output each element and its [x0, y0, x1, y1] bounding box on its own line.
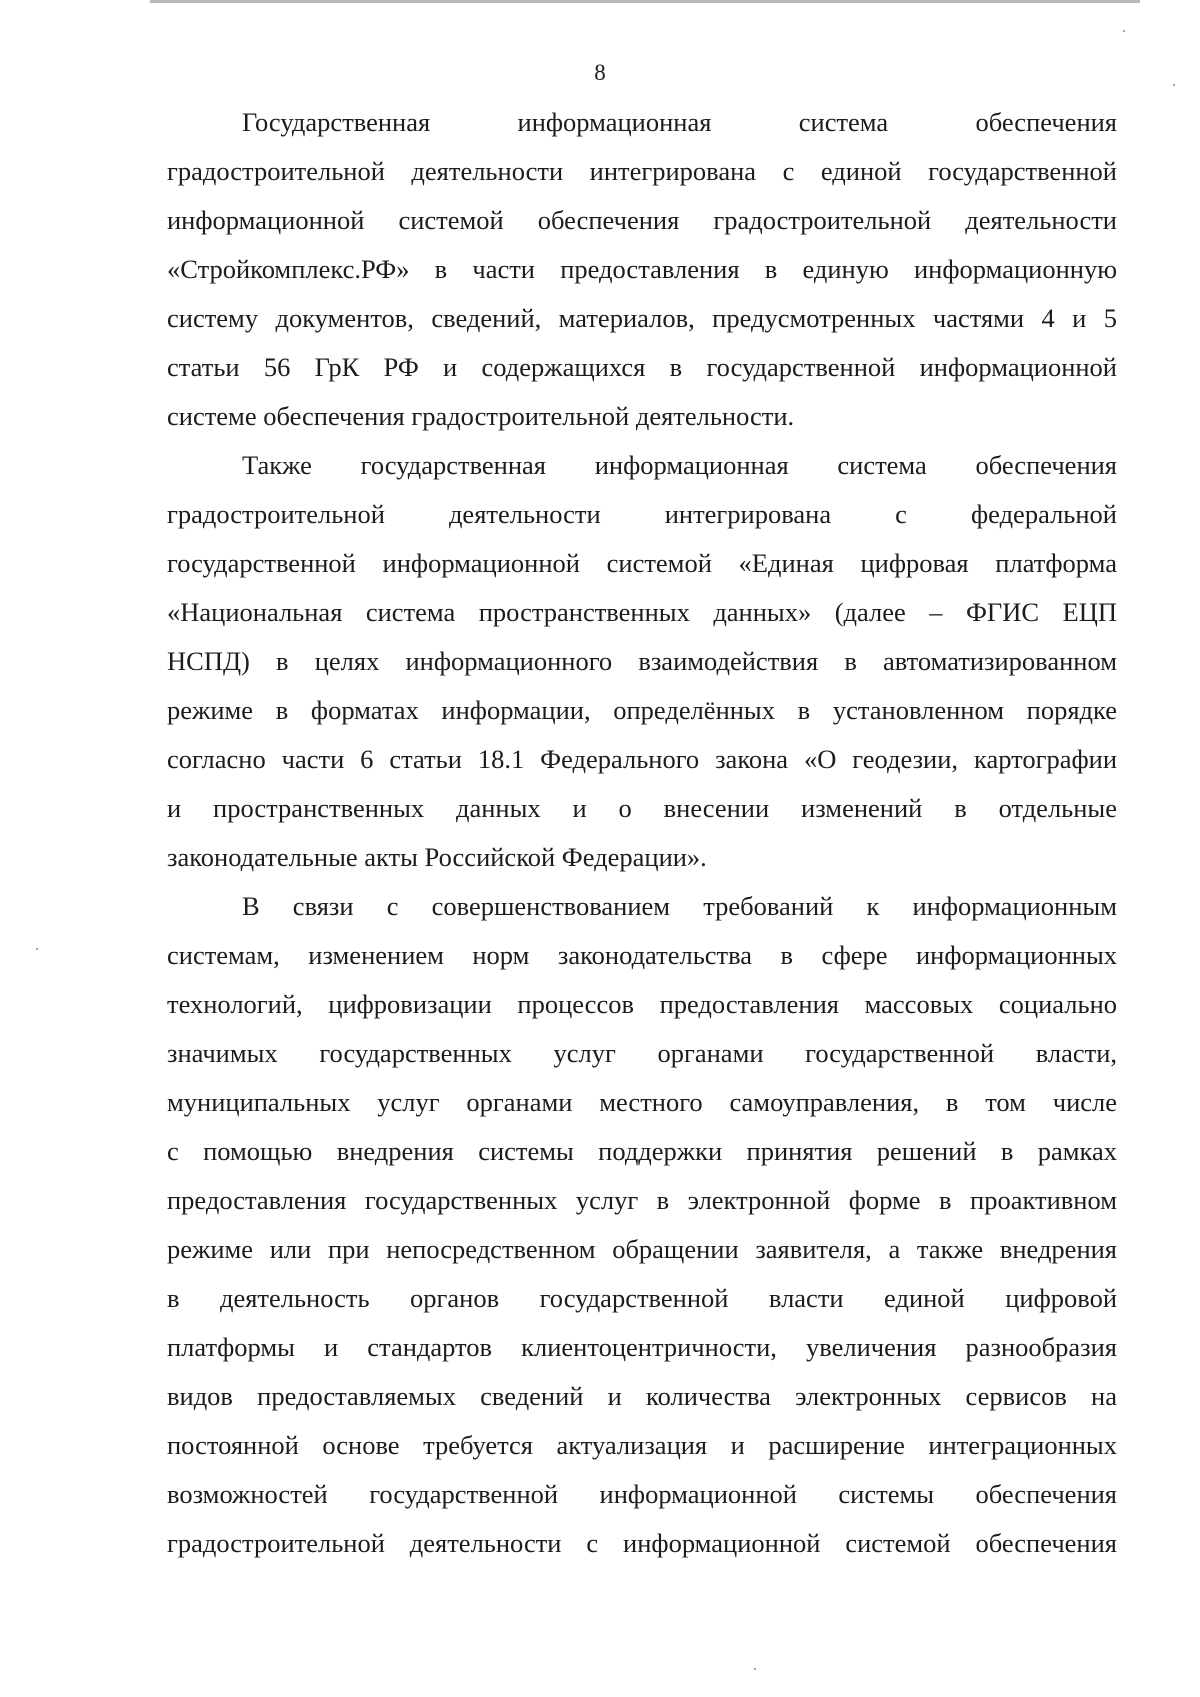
text-line: режиме в форматах информации, определённых в установленном порядке	[167, 695, 1117, 725]
text-line: «Национальная система пространственных данных» (далее – ФГИС ЕЦП	[167, 597, 1117, 627]
document-body	[167, 98, 1117, 1568]
text-line: видов предоставляемых сведений и количества электронных сервисов на	[167, 1381, 1117, 1411]
text-line: системе обеспечения градостроительной деятельности.	[167, 401, 795, 431]
text-line: градостроительной деятельности интегрирована с федеральной	[167, 499, 1117, 529]
text-line: платформы и стандартов клиентоцентричности, увеличения разнообразия	[167, 1332, 1117, 1362]
text-line: муниципальных услуг органами местного самоуправления, в том числе	[167, 1087, 1117, 1117]
scan-speck	[1123, 30, 1125, 32]
text-line: статьи 56 ГрК РФ и содержащихся в государственной информационной	[167, 352, 1117, 382]
scan-speck	[1173, 84, 1175, 86]
text-line: и пространственных данных и о внесении изменений в отдельные	[167, 793, 1117, 823]
text-line: градостроительной деятельности с информационной системой обеспечения	[167, 1528, 1117, 1558]
text-line: В связи с совершенствованием требований к информационным	[242, 891, 1117, 921]
text-line: Государственная информационная система обеспечения	[242, 107, 1117, 137]
text-line: законодательные акты Российской Федерации».	[167, 842, 707, 872]
paragraph-3	[167, 882, 1117, 1568]
text-line: государственной информационной системой «Единая цифровая платформа	[167, 548, 1117, 578]
text-line: Также государственная информационная система обеспечения	[242, 450, 1117, 480]
text-line: режиме или при непосредственном обращении заявителя, а также внедрения	[167, 1234, 1117, 1264]
text-line: в деятельность органов государственной власти единой цифровой	[167, 1283, 1117, 1313]
scan-speck	[36, 948, 38, 950]
paragraph-1	[167, 98, 1117, 441]
text-line: технологий, цифровизации процессов предоставления массовых социально	[167, 989, 1117, 1019]
text-line: с помощью внедрения системы поддержки принятия решений в рамках	[167, 1136, 1117, 1166]
text-line: предоставления государственных услуг в электронной форме в проактивном	[167, 1185, 1117, 1215]
scan-speck	[754, 1668, 756, 1670]
scan-top-edge	[150, 0, 1140, 3]
text-line: значимых государственных услуг органами государственной власти,	[167, 1038, 1117, 1068]
text-line: НСПД) в целях информационного взаимодействия в автоматизированном	[167, 646, 1117, 676]
text-line: постоянной основе требуется актуализация и расширение интеграционных	[167, 1430, 1117, 1460]
text-line: системам, изменением норм законодательства в сфере информационных	[167, 940, 1117, 970]
text-line: «Стройкомплекс.РФ» в части предоставления в единую информационную	[167, 254, 1117, 284]
text-line: согласно части 6 статьи 18.1 Федерального закона «О геодезии, картографии	[167, 744, 1117, 774]
page-number: 8	[594, 60, 606, 85]
text-line: градостроительной деятельности интегрирована с единой государственной	[167, 156, 1117, 186]
text-line: систему документов, сведений, материалов, предусмотренных частями 4 и 5	[167, 303, 1117, 333]
paragraph-2	[167, 441, 1117, 882]
text-line: возможностей государственной информационной системы обеспечения	[167, 1479, 1117, 1509]
text-line: информационной системой обеспечения градостроительной деятельности	[167, 205, 1117, 235]
